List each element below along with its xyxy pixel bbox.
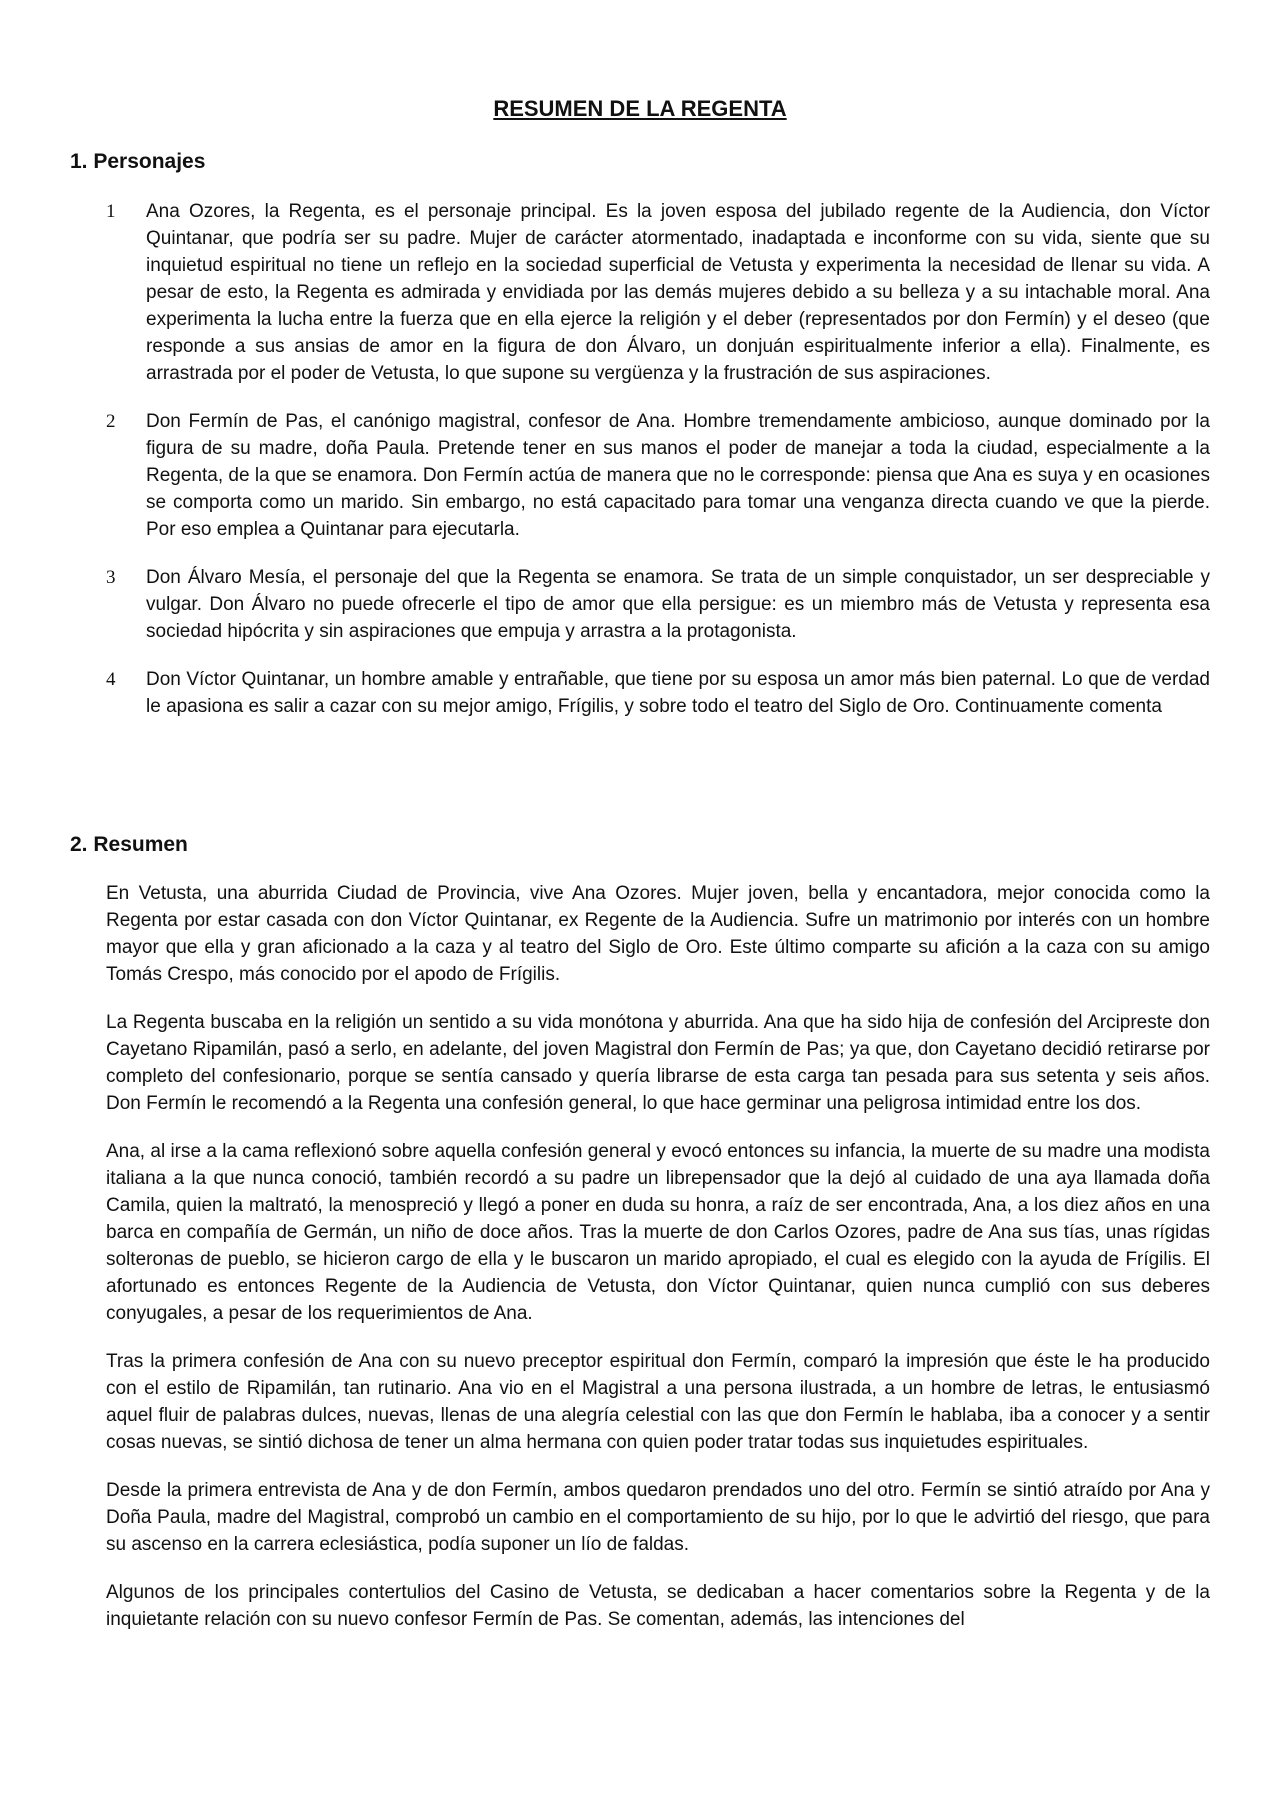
section-heading-personajes: 1. Personajes <box>70 150 206 173</box>
summary-paragraph: En Vetusta, una aburrida Ciudad de Provincia, vive Ana Ozores. Mujer joven, bella y encantadora, mejor conocida como la Regenta por estar casada con don Víctor Quintanar, ex Regente de la Audiencia. Sufre un matrimonio por interés con un hombre mayor que ella y gran aficionado a la caza y al teatro del Siglo de Oro. Este último comparte su afición a la caza con su amigo Tomás Crespo, más conocido por el apodo de Frígilis. <box>106 883 1210 985</box>
section-heading-resumen: 2. Resumen <box>70 833 188 856</box>
summary-paragraph: Desde la primera entrevista de Ana y de don Fermín, ambos quedaron prendados uno del otro. Fermín se sintió atraído por Ana y Doña Paula, madre del Magistral, comprobó un cambio en el comportamiento de su hijo, por lo que le advirtió del riesgo, que para su ascenso en la carrera eclesiástica, podía suponer un lío de faldas. <box>106 1480 1210 1555</box>
list-item-text: Ana Ozores, la Regenta, es el personaje principal. Es la joven esposa del jubilado regente de la Audiencia, don Víctor Quintanar, que podría ser su padre. Mujer de carácter atormentado, inadaptada e inconforme con su vida, siente que su inquietud espiritual no tiene un reflejo en la sociedad superficial de Vetusta y experimenta la necesidad de llenar su vida. A pesar de esto, la Regenta es admirada y envidiada por las demás mujeres debido a su belleza y a su intachable moral. Ana experimenta la lucha entre la fuerza que en ella ejerce la religión y el deber (representados por don Fermín) y el deseo (que responde a sus ansias de amor en la figura de don Álvaro, un donjuán espiritualmente inferior a ella). Finalmente, es arrastrada por el poder de Vetusta, lo que supone su vergüenza y la frustración de sus aspiraciones. <box>146 201 1210 384</box>
list-item <box>70 666 1210 720</box>
list-item-text: Don Álvaro Mesía, el personaje del que la Regenta se enamora. Se trata de un simple conquistador, un ser despreciable y vulgar. Don Álvaro no puede ofrecerle el tipo de amor que ella persigue: es un miembro más de Vetusta y representa esa sociedad hipócrita y sin aspiraciones que empuja y arrastra a la protagonista. <box>146 567 1210 642</box>
summary-paragraph: La Regenta buscaba en la religión un sentido a su vida monótona y aburrida. Ana que ha sido hija de confesión del Arcipreste don Cayetano Ripamilán, pasó a serlo, en adelante, del joven Magistral don Fermín de Pas; ya que, don Cayetano decidió retirarse por completo del confesionario, porque se sentía cansado y quería librarse de esta carga tan pesada para sus setenta y seis años. Don Fermín le recomendó a la Regenta una confesión general, lo que hace germinar una peligrosa intimidad entre los dos. <box>106 1012 1210 1114</box>
list-number: 4 <box>106 669 116 690</box>
document-title: RESUMEN DE LA REGENTA <box>493 96 787 121</box>
list-number: 2 <box>106 411 116 432</box>
summary-body <box>106 880 1210 1654</box>
summary-paragraph: Ana, al irse a la cama reflexionó sobre aquella confesión general y evocó entonces su infancia, la muerte de su madre una modista italiana a la que nunca conoció, también recordó a su padre un librepensador que la dejó al cuidado de una aya llamada doña Camila, quien la maltrató, la menospreció y llegó a poner en duda su honra, a raíz de ser encontrada, Ana, a los diez años en una barca en compañía de Germán, un niño de doce años. Tras la muerte de don Carlos Ozores, padre de Ana sus tías, unas rígidas solteronas de pueblo, se hicieron cargo de ella y le buscaron un marido apropiado, el cual es elegido con la ayuda de Frígilis. El afortunado es entonces Regente de la Audiencia de Vetusta, don Víctor Quintanar, quien nunca cumplió con sus deberes conyugales, a pesar de los requerimientos de Ana. <box>106 1141 1210 1324</box>
list-item <box>70 198 1210 387</box>
characters-list <box>70 198 1210 741</box>
summary-paragraph: Tras la primera confesión de Ana con su nuevo preceptor espiritual don Fermín, comparó la impresión que éste le ha producido con el estilo de Ripamilán, tan rutinario. Ana vio en el Magistral a una persona ilustrada, a un hombre de letras, le entusiasmó aquel fluir de palabras dulces, nuevas, llenas de una alegría celestial con las que don Fermín le hablaba, iba a conocer y a sentir cosas nuevas, se sintió dichosa de tener un alma hermana con quien poder tratar todas sus inquietudes espirituales. <box>106 1351 1210 1453</box>
list-item <box>70 564 1210 645</box>
list-number: 3 <box>106 567 116 588</box>
summary-paragraph: Algunos de los principales contertulios del Casino de Vetusta, se dedicaban a hacer comentarios sobre la Regenta y de la inquietante relación con su nuevo confesor Fermín de Pas. Se comentan, además, las intenciones del <box>106 1582 1210 1630</box>
list-item-text: Don Víctor Quintanar, un hombre amable y entrañable, que tiene por su esposa un amor más bien paternal. Lo que de verdad le apasiona es salir a cazar con su mejor amigo, Frígilis, y sobre todo el teatro del Siglo de Oro. Continuamente comenta <box>146 669 1210 717</box>
list-number: 1 <box>106 201 116 222</box>
list-item <box>70 408 1210 543</box>
list-item-text: Don Fermín de Pas, el canónigo magistral, confesor de Ana. Hombre tremendamente ambicioso, aunque dominado por la figura de su madre, doña Paula. Pretende tener en sus manos el poder de manejar a toda la ciudad, especialmente a la Regenta, de la que se enamora. Don Fermín actúa de manera que no le corresponde: piensa que Ana es suya y en ocasiones se comporta como un marido. Sin embargo, no está capacitado para tomar una venganza directa cuando ve que la pierde. Por eso emplea a Quintanar para ejecutarla. <box>146 411 1210 540</box>
